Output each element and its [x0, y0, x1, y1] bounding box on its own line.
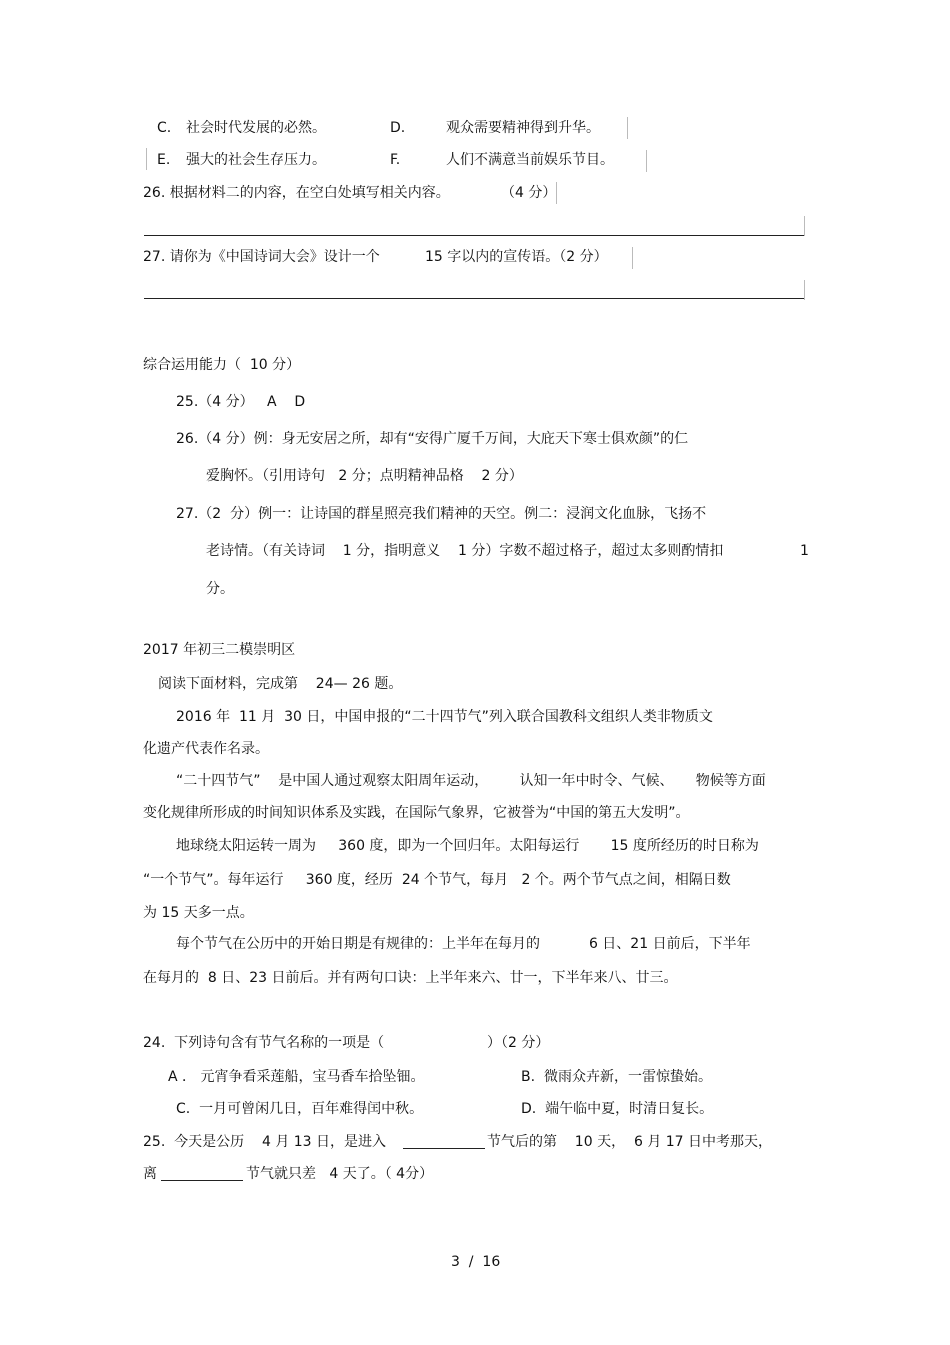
option-f-text: 人们不满意当前娱乐节目。 — [446, 152, 614, 168]
option-e-label: E. — [157, 152, 171, 168]
fill-blank-2[interactable] — [161, 1180, 243, 1181]
answer-line-27 — [144, 298, 804, 299]
paragraph-2-line-1: “二十四节气” 是中国人通过观察太阳周年运动， 认知一年中时令、气候、 物候等方面 — [176, 773, 766, 789]
answer-27-line-3: 分。 — [206, 581, 234, 597]
table-border — [627, 117, 628, 139]
table-border — [646, 150, 647, 172]
question-27-cont: 15 字以内的宣传语。（2 分） — [425, 249, 608, 265]
option-e-text: 强大的社会生存压力。 — [186, 152, 326, 168]
paragraph-4-line-2: 在每月的 8 日、23 日前后。并有两句口诀：上半年来六、廿一，下半年来八、廿三。 — [143, 970, 678, 986]
question-25-part-4: 节气就只差 4 天了。（ 4分） — [246, 1166, 434, 1182]
paragraph-3-line-3: 为 15 天多一点。 — [143, 905, 254, 921]
section-instruction: 阅读下面材料，完成第 24— 26 题。 — [158, 676, 403, 692]
q24-option-a: A ． 元宵争看采莲船，宝马香车拾坠钿。 — [168, 1069, 425, 1085]
question-26-score: （4 分） — [501, 185, 557, 201]
question-27: 27. 请你为《中国诗词大会》设计一个 — [143, 249, 380, 265]
table-border — [632, 247, 633, 269]
section-title: 2017 年初三二模崇明区 — [143, 642, 296, 658]
table-border — [556, 182, 557, 204]
answer-27-line-2: 老诗情。（有关诗词 1 分，指明意义 1 分）字数不超过格子，超过太多则酌情扣 — [206, 543, 724, 559]
q24-option-d: D. 端午临中夏，时清日复长。 — [521, 1101, 714, 1117]
answer-27-line-2-end: 1 — [800, 543, 809, 559]
paragraph-4-line-1: 每个节气在公历中的开始日期是有规律的：上半年在每月的 6 日、21 日前后，下半年 — [176, 936, 751, 952]
paragraph-3-line-2: “一个节气”。每年运行 360 度，经历 24 个节气，每月 2 个。两个节气点之间，相隔日数 — [143, 872, 731, 888]
q24-option-c: C. 一月可曾闲几日，百年难得闰中秋。 — [176, 1101, 424, 1117]
option-d-label: D. — [390, 120, 406, 136]
q24-option-b: B. 微雨众卉新，一雷惊蛰始。 — [521, 1069, 712, 1085]
question-25-part-2: 节气后的第 10 天， 6 月 17 日中考那天， — [487, 1134, 773, 1150]
option-c-label: C. — [157, 120, 172, 136]
answer-line-26 — [144, 235, 804, 236]
fill-blank-1[interactable] — [403, 1148, 485, 1149]
answers-heading: 综合运用能力（ 10 分） — [143, 357, 301, 373]
paragraph-3-line-1: 地球绕太阳运转一周为 360 度，即为一个回归年。太阳每运行 15 度所经历的时日称为 — [176, 838, 759, 854]
question-24-score: ）（2 分） — [487, 1035, 550, 1051]
answer-26-line-2: 爱胸怀。（引用诗句 2 分；点明精神品格 2 分） — [206, 468, 523, 484]
question-24: 24. 下列诗句含有节气名称的一项是（ — [143, 1035, 385, 1051]
option-c-text: 社会时代发展的必然。 — [186, 120, 326, 136]
option-d-text: 观众需要精神得到升华。 — [446, 120, 600, 136]
answer-25: 25.（4 分） A D — [176, 394, 306, 410]
table-border — [804, 280, 805, 300]
question-26: 26. 根据材料二的内容，在空白处填写相关内容。 — [143, 185, 450, 201]
table-border — [146, 148, 147, 170]
answer-26-line-1: 26.（4 分）例：身无安居之所，却有“安得广厦千万间，大庇天下寒士俱欢颜”的仁 — [176, 431, 689, 447]
answer-27-line-1: 27.（2 分）例一：让诗国的群星照亮我们精神的天空。例二：浸润文化血脉，飞扬不 — [176, 506, 707, 522]
paragraph-1-line-1: 2016 年 11 月 30 日，中国申报的“二十四节气”列入联合国教科文组织人类非物质文 — [176, 709, 713, 725]
question-25-part-1: 25. 今天是公历 4 月 13 日，是进入 — [143, 1134, 387, 1150]
paragraph-2-line-2: 变化规律所形成的时间知识体系及实践，在国际气象界，它被誉为“中国的第五大发明”。 — [143, 805, 690, 821]
question-25-part-3: 离 — [143, 1166, 157, 1182]
table-border — [804, 216, 805, 236]
option-f-label: F. — [390, 152, 401, 168]
page-number: 3 / 16 — [451, 1254, 501, 1270]
paragraph-1-line-2: 化遗产代表作名录。 — [143, 741, 269, 757]
